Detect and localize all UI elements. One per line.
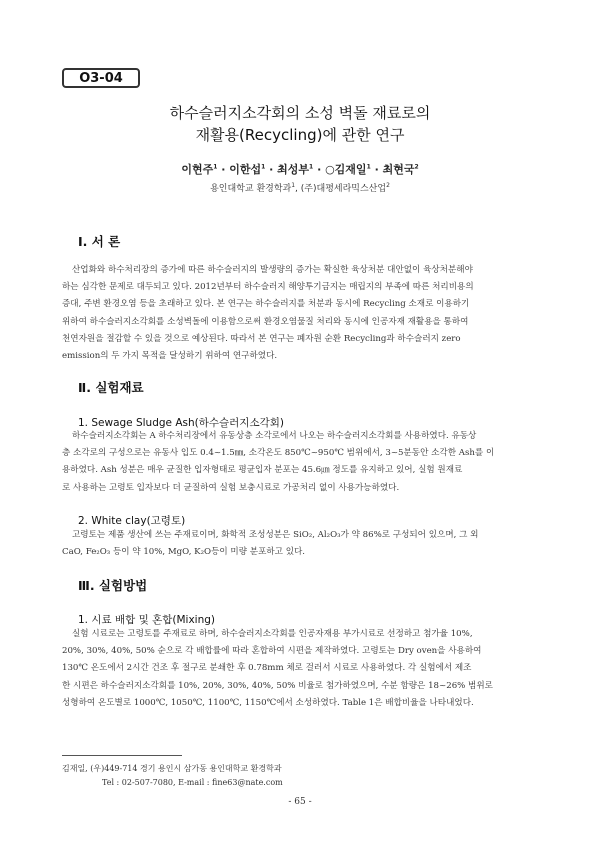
author-separator: · — [217, 163, 230, 176]
intro-paragraph — [62, 262, 540, 365]
subsection-heading-clay: 2. White clay(고령토) — [78, 515, 186, 527]
title-line-2: 재활용(Recycling)에 관한 연구 — [195, 126, 405, 144]
intro-line: 위하여 하수슬러지소각회를 소성벽돌에 이용함으로써 환경오염물질 처리와 동시에 인공자재 재활용을 통하여 — [62, 316, 469, 327]
subsection-heading-mixing: 1. 시료 배합 및 혼합(Mixing) — [78, 614, 215, 626]
ssa-paragraph — [62, 428, 540, 497]
intro-line: 천연자원을 절감할 수 있을 것으로 예상된다. 따라서 본 연구는 폐자원 순환 Recycling과 하수슬러지 zero — [62, 333, 461, 344]
footnote-divider — [62, 755, 182, 756]
ssa-line: 용하였다. Ash 성분은 매우 균질한 입자형태로 평균입자 분포는 45.6㎛ 정도를 유지하고 있어, 실험 원재료 — [62, 465, 463, 476]
mixing-line: 성형하여 온도별로 1000℃, 1050℃, 1100℃, 1150℃에서 소성하였다. Table 1은 배합비율을 나타내었다. — [62, 697, 474, 708]
author-mark: 1 — [366, 163, 371, 171]
author-name: 최성부 — [277, 163, 310, 176]
ssa-line: 하수슬러지소각회는 A 하수처리장에서 유동상층 소각로에서 나오는 하수슬러지소각회를 사용하였다. 유동상 — [72, 431, 477, 441]
author-separator: · — [313, 163, 326, 176]
author-name: 이한섭 — [229, 163, 262, 176]
affiliation-mark-2: 2 — [386, 182, 390, 189]
intro-line: emission의 두 가지 목적을 달성하기 위하여 연구하였다. — [62, 351, 278, 362]
mixing-paragraph — [62, 626, 540, 712]
intro-line: 증대, 주변 환경오염 등을 초래하고 있다. 본 연구는 하수슬러지를 처분과 동시에 Recycling 소재로 이용하기 — [62, 299, 470, 310]
section-heading-materials: Ⅱ. 실험재료 — [78, 380, 144, 395]
page-number: - 65 - — [288, 797, 312, 807]
author-name: 최현국 — [382, 163, 415, 176]
footnote-address: 김재일, (우)449-714 경기 용인시 삼가동 용인대학교 환경학과 — [62, 764, 282, 773]
author-mark: 2 — [414, 163, 419, 171]
author-mark: 1 — [213, 163, 218, 171]
intro-line: 산업화와 하수처리장의 증가에 따른 하수슬러지의 발생량의 증가는 확실한 육상처분 대안없이 육상처분해야 — [72, 265, 473, 275]
affiliation: 용인대학교 환경학과$^1$, (주)대평세라믹스산업$^2$ — [210, 182, 390, 194]
author-name: 이현주 — [181, 163, 214, 176]
footnote — [62, 762, 283, 790]
mixing-line: 20%, 30%, 40%, 50% 순으로 각 배합률에 따라 혼합하여 시편을 제작하였다. 고령토는 Dry oven을 사용하여 — [62, 646, 482, 657]
author-name: ○김재일 — [325, 163, 367, 176]
clay-line-1: 고령토는 제품 생산에 쓰는 주재료이며, 화학적 조성성분은 SiO₂, Al₂O₃가 약 86%로 구성되어 있으며, 그 외 — [72, 530, 479, 540]
section-heading-intro: Ⅰ. 서 론 — [78, 234, 121, 249]
clay-paragraph — [62, 527, 540, 561]
mixing-line: 130℃ 온도에서 2시간 건조 후 절구로 분쇄한 후 0.78mm 체로 걸러서 시료로 사용하였다. 각 실험에서 제조 — [62, 663, 472, 674]
ssa-line: 로 사용하는 고령토 입자보다 더 균질하여 실험 보충시료로 가공처리 없이 사용가능하였다. — [62, 482, 400, 493]
affiliation-org-2: (주)대평세라믹스산업 — [300, 184, 387, 194]
author-mark: 1 — [261, 163, 266, 171]
author-mark: 1 — [309, 163, 314, 171]
clay-line-2: CaO, Fe₂O₃ 등이 약 10%, MgO, K₂O등이 미량 분포하고 있다. — [62, 547, 306, 558]
author-separator: · — [265, 163, 278, 176]
author-list — [60, 161, 540, 177]
title-line-1: 하수슬러지소각회의 소성 벽돌 재료로의 — [169, 104, 431, 122]
author-separator: · — [370, 163, 383, 176]
affiliation-mark-1: 1 — [291, 182, 296, 189]
affiliation-org-1: 용인대학교 환경학과 — [210, 184, 292, 194]
mixing-line: 한 시편은 하수슬러지소각회를 10%, 20%, 30%, 40%, 50% 비율로 첨가하였으며, 수분 함량은 18~26% 범위로 — [62, 680, 493, 691]
section-heading-methods: Ⅲ. 실험방법 — [78, 578, 148, 593]
session-badge: O3-04 — [62, 68, 140, 88]
subsection-heading-ssa: 1. Sewage Sludge Ash(하수슬러지소각회) — [78, 417, 284, 429]
ssa-line: 층 소각로의 구성으로는 유동사 입도 0.4~1.5㎜, 소각온도 850℃~950℃ 범위에서, 3~5분동안 소각한 Ash를 이 — [62, 448, 495, 459]
mixing-line: 실험 시료로는 고령토를 주재료로 하며, 하수슬러지소각회를 인공자재용 부가시료로 선정하고 첨가율 10%, — [72, 629, 473, 639]
intro-line: 하는 심각한 문제로 대두되고 있다. 2012년부터 하수슬러지 해양투기금지는 매립지의 부족에 따른 처리비용의 — [62, 282, 474, 293]
footnote-contact: Tel : 02-507-7080, E-mail : fine63@nate.com — [102, 778, 283, 787]
